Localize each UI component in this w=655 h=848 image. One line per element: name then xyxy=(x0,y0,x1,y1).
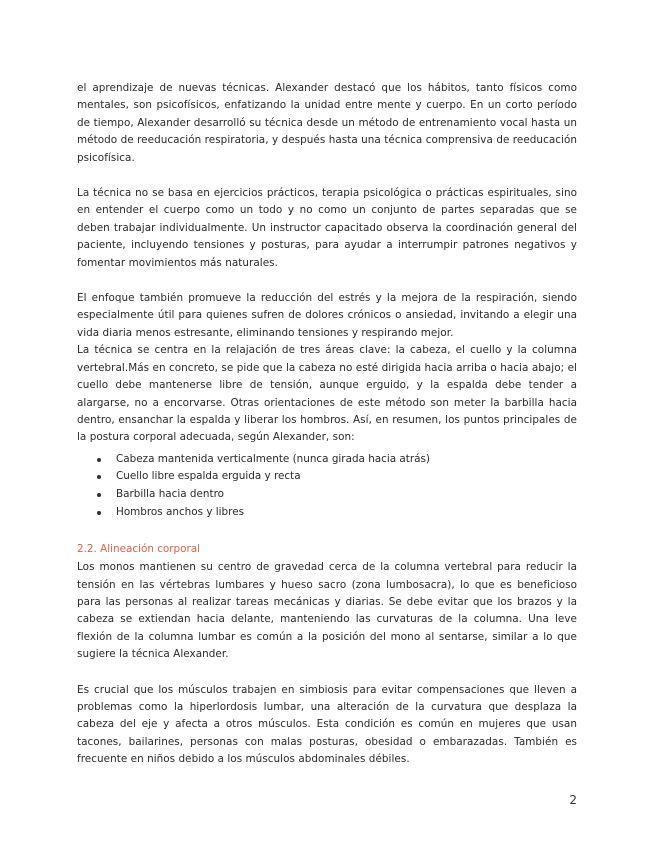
list-item xyxy=(77,468,577,486)
paragraph-key-areas: La técnica se centra en la relajación de tres áreas clave: la cabeza, el cuello y la columna vertebral.Más en concreto, se pide que la cabeza no esté dirigida hacia arriba o hacia abajo; el cuello debe mantenerse libre de tensión, aunque erguido, y la espalda debe tender a alargarse, no a encorvarse. Otras orientaciones de este método son meter la barbilla hacia dentro, ensanchar la espalda y liberar los hombros. Así, en resumen, los puntos principales de la postura corporal adecuada, según Alexander, son: xyxy=(77,344,577,444)
paragraph-intro: el aprendizaje de nuevas técnicas. Alexander destacó que los hábitos, tanto físicos como mentales, son psicofísicos, enfatizando la unidad entre mente y cuerpo. En un corto período de tiempo, Alexander desarrolló su técnica desde un método de entrenamiento vocal hasta un método de reeducación respiratoria, y después hasta una técnica comprensiva de reeducación psicofísica. xyxy=(77,82,577,164)
list-item-text: Cabeza mantenida verticalmente (nunca girada hacia atrás) xyxy=(116,452,430,465)
page-content xyxy=(77,80,577,787)
list-item-text: Hombros anchos y libres xyxy=(116,505,245,518)
bullet-icon xyxy=(97,493,101,497)
paragraph-technique: La técnica no se basa en ejercicios prácticos, terapia psicológica o prácticas espirituales, sino en entender el cuerpo como un todo y no como un conjunto de partes separadas que se deben trabajar individualmente. Un instructor capacitado observa la coordinación general del paciente, incluyendo tensiones y posturas, para ayudar a interrumpir patrones negativos y fomentar movimientos más naturales. xyxy=(77,187,577,269)
paragraph-stress: El enfoque también promueve la reducción del estrés y la mejora de la respiración, siendo especialmente útil para quienes sufren de dolores crónicos o ansiedad, invitando a elegir una vida diaria menos estresante, eliminando tensiones y respirando mejor. xyxy=(77,292,577,339)
list-item-text: Barbilla hacia dentro xyxy=(116,487,224,500)
bullet-icon xyxy=(97,475,101,479)
paragraph-muscles: Es crucial que los músculos trabajen en simbiosis para evitar compensaciones que lleven a problemas como la hiperlordosis lumbar, una alteración de la curvatura que desplaza la cabeza del eje y afecta a otros músculos. Esta condición es común en mujeres que usan tacones, bailarines, personas con malas posturas, obesidad o embarazadas. También es frecuente en niños debido a los músculos abdominales débiles. xyxy=(77,683,577,766)
list-item-text: Cuello libre espalda erguida y recta xyxy=(116,470,301,483)
list-item xyxy=(77,504,577,522)
paragraph-monkeys: Los monos mantienen su centro de gravedad cerca de la columna vertebral para reducir la tensión en las vértebras lumbares y hueso sacro (zona lumbosacra), lo que es beneficioso para las personas al realizar tareas mecánicas y diarias. Se debe evitar que los brazos y la cabeza se extiendan hacia delante, manteniendo las curvaturas de la columna. Una leve flexión de la columna lumbar es común a la posición del mono al sentarse, similar a lo que sugiere la técnica Alexander. xyxy=(77,561,577,661)
section-heading: 2.2. Alineación corporal xyxy=(77,543,201,556)
bullet-icon xyxy=(97,511,101,515)
bullet-icon xyxy=(97,458,101,462)
list-item xyxy=(77,486,577,504)
list-item xyxy=(77,451,577,469)
page-number: 2 xyxy=(569,793,577,807)
posture-bullet-list xyxy=(77,451,577,521)
